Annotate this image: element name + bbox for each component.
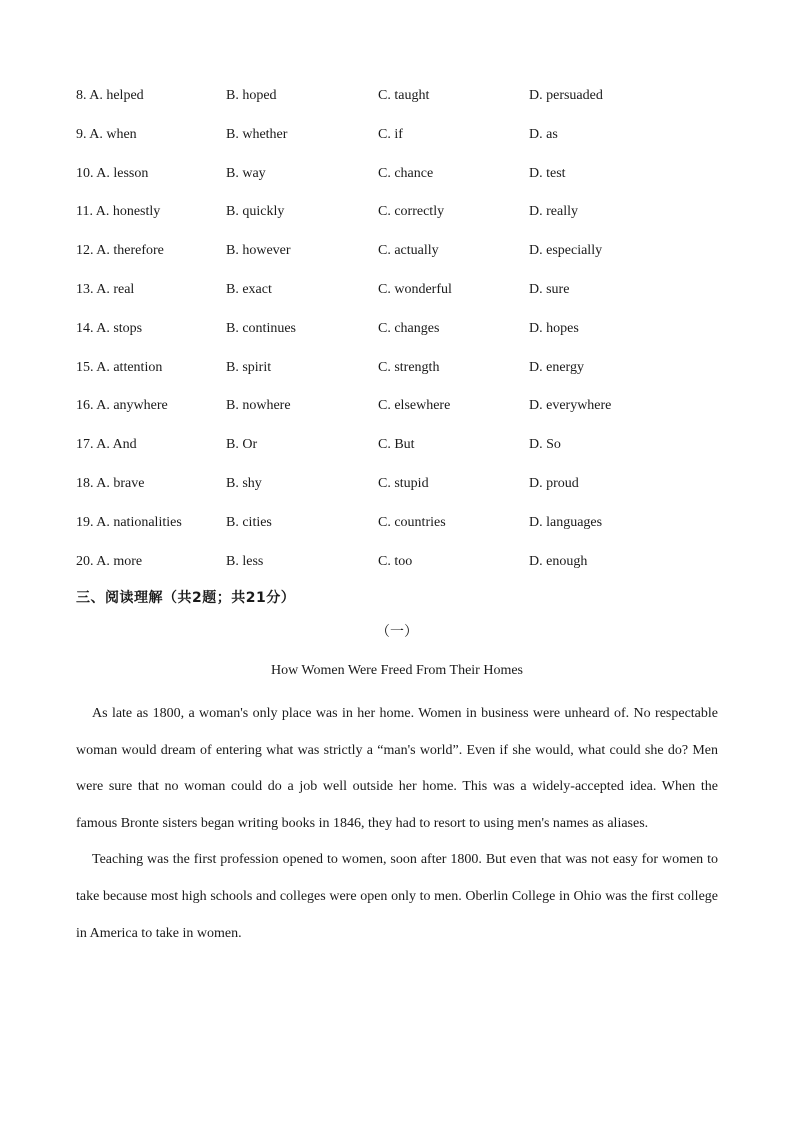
question-row-19: [76, 513, 736, 552]
question-row-14: [76, 319, 736, 358]
question-number: 16.: [76, 398, 94, 414]
question-number: 10.: [76, 165, 94, 181]
question-row-11: [76, 202, 736, 241]
question-number: 14.: [76, 320, 94, 336]
option-c: C. taught: [378, 88, 430, 103]
option-a: 14. A. stops: [76, 320, 143, 336]
part-label: （一）: [376, 625, 418, 640]
option-d: D. sure: [529, 281, 570, 297]
option-b: B. nowhere: [226, 398, 291, 414]
option-d: D. hopes: [529, 320, 579, 336]
option-c: C. But: [378, 437, 415, 453]
option-a: 15. A. attention: [76, 359, 163, 375]
option-b: B. exact: [226, 281, 272, 297]
option-b: B. quickly: [226, 204, 285, 220]
option-d: D. languages: [529, 514, 603, 530]
question-row-15: [76, 358, 736, 397]
option-c: C. changes: [378, 320, 440, 336]
option-d: D. So: [529, 437, 561, 453]
option-c: C. too: [378, 553, 413, 569]
question-row-9: [76, 125, 736, 164]
question-number: 18.: [76, 475, 94, 491]
passage-paragraph: Teaching was the first profession opened to women, soon after 1800. But even that was not easy for women to take because most high schools and colleges were open only to men. Oberlin College in Ohio was the first college in America to take in women.: [76, 852, 718, 941]
option-d: D. especially: [529, 243, 603, 259]
option-d: D. energy: [529, 359, 584, 375]
multiple-choice-options: [76, 86, 736, 590]
option-b: B. way: [226, 165, 266, 181]
question-number: 15.: [76, 359, 94, 375]
option-d: D. as: [529, 126, 558, 142]
option-c: C. strength: [378, 359, 440, 375]
question-row-17: [76, 435, 736, 474]
reading-passage: [76, 696, 718, 952]
option-b: B. shy: [226, 475, 262, 491]
question-number: 13.: [76, 281, 94, 297]
question-row-13: [76, 280, 736, 319]
option-d: D. everywhere: [529, 398, 612, 414]
option-c: C. elsewhere: [378, 398, 451, 414]
option-a: 18. A. brave: [76, 475, 145, 491]
option-a: 17. A. And: [76, 437, 137, 453]
question-row-16: [76, 396, 736, 435]
option-c: C. stupid: [378, 475, 429, 491]
question-number: 9.: [76, 126, 87, 142]
question-row-20: [76, 552, 736, 591]
option-d: D. persuaded: [529, 88, 603, 103]
option-b: B. less: [226, 553, 264, 569]
option-c: C. wonderful: [378, 281, 452, 297]
option-a: 8. A. helped: [76, 88, 144, 103]
option-b: B. Or: [226, 437, 258, 453]
option-a: 12. A. therefore: [76, 243, 164, 259]
option-b: B. spirit: [226, 359, 272, 375]
question-row-12: [76, 241, 736, 280]
question-number: 12.: [76, 243, 94, 259]
option-c: C. countries: [378, 514, 446, 530]
section-heading: 三、阅读理解（共2题；共21分）: [76, 590, 296, 606]
option-b: B. however: [226, 243, 291, 259]
option-a: 10. A. lesson: [76, 165, 149, 181]
option-b: B. continues: [226, 320, 296, 336]
question-row-10: [76, 164, 736, 203]
question-row-18: [76, 474, 736, 513]
option-d: D. proud: [529, 475, 579, 491]
question-number: 20.: [76, 553, 94, 569]
option-d: D. test: [529, 165, 566, 181]
option-d: D. enough: [529, 553, 588, 569]
option-c: C. actually: [378, 243, 439, 259]
question-row-8: [76, 86, 736, 125]
question-number: 11.: [76, 204, 93, 220]
option-a: 11. A. honestly: [76, 204, 161, 220]
question-number: 8.: [76, 88, 87, 103]
option-b: B. whether: [226, 126, 288, 142]
option-a: 16. A. anywhere: [76, 398, 168, 414]
option-a: 19. A. nationalities: [76, 514, 182, 530]
option-b: B. cities: [226, 514, 272, 530]
option-a: 13. A. real: [76, 281, 135, 297]
option-c: C. chance: [378, 165, 434, 181]
passage-title: How Women Were Freed From Their Homes: [270, 663, 524, 678]
passage-paragraph: As late as 1800, a woman's only place was in her home. Women in business were unheard of. No respectable woman would dream of entering what was strictly a “man's world”. Even if she would, what could she do? Men were sure that no woman could do a job well outside her home. This was a widely-accepted idea. When the famous Bronte sisters began writing books in 1846, they had to resort to using men's names as aliases.: [76, 706, 718, 831]
option-c: C. if: [378, 126, 403, 142]
question-number: 17.: [76, 437, 94, 453]
option-b: B. hoped: [226, 88, 277, 103]
option-a: 9. A. when: [76, 126, 137, 142]
option-c: C. correctly: [378, 204, 445, 220]
option-d: D. really: [529, 204, 578, 220]
option-a: 20. A. more: [76, 553, 143, 569]
question-number: 19.: [76, 514, 94, 530]
